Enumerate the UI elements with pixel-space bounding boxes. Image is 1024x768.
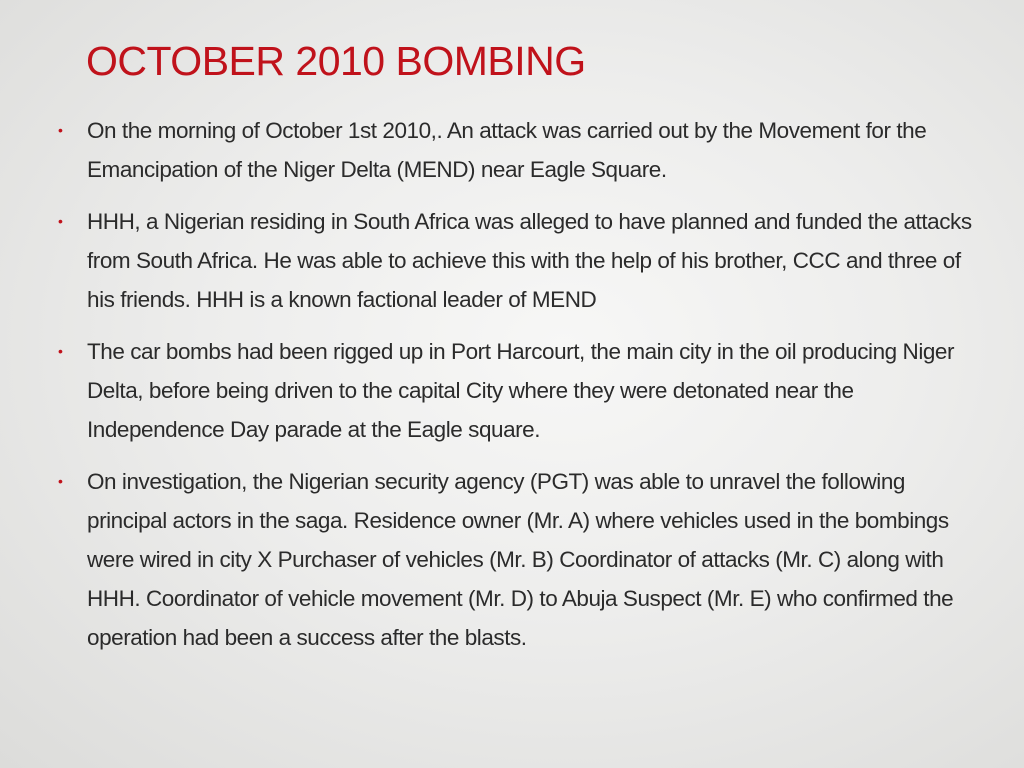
bullet-item xyxy=(58,332,988,449)
bullet-text: On investigation, the Nigerian security agency (PGT) was able to unravel the following principal actors in the saga. Residence owner (Mr. A) where vehicles used in the bombings were wired in city X Purchaser of vehicles (Mr. B) Coordinator of attacks (Mr. C) along with HHH. Coordinator of vehicle movement (Mr. D) to Abuja Suspect (Mr. E) who confirmed the operation had been a success after the blasts. xyxy=(87,469,954,650)
bullet-item xyxy=(58,462,988,657)
bullet-item xyxy=(58,111,988,189)
bullet-text: The car bombs had been rigged up in Port Harcourt, the main city in the oil producing Niger Delta, before being driven to the capital City where they were detonated near the Independence Day parade at the Eagle square. xyxy=(87,339,955,442)
bullet-dot-icon: • xyxy=(58,343,63,359)
bullet-text: HHH, a Nigerian residing in South Africa was alleged to have planned and funded the attacks from South Africa. He was able to achieve this with the help of his brother, CCC and three of his friends. HHH is a known factional leader of MEND xyxy=(87,209,972,312)
bullet-dot-icon: • xyxy=(58,122,63,138)
bullet-text: On the morning of October 1st 2010,. An attack was carried out by the Movement for the Emancipation of the Niger Delta (MEND) near Eagle Square. xyxy=(87,118,927,182)
slide-title: OCTOBER 2010 BOMBING xyxy=(86,38,586,84)
bullet-dot-icon: • xyxy=(58,473,63,489)
bullet-list xyxy=(58,111,988,670)
bullet-dot-icon: • xyxy=(58,213,63,229)
bullet-item xyxy=(58,202,988,319)
